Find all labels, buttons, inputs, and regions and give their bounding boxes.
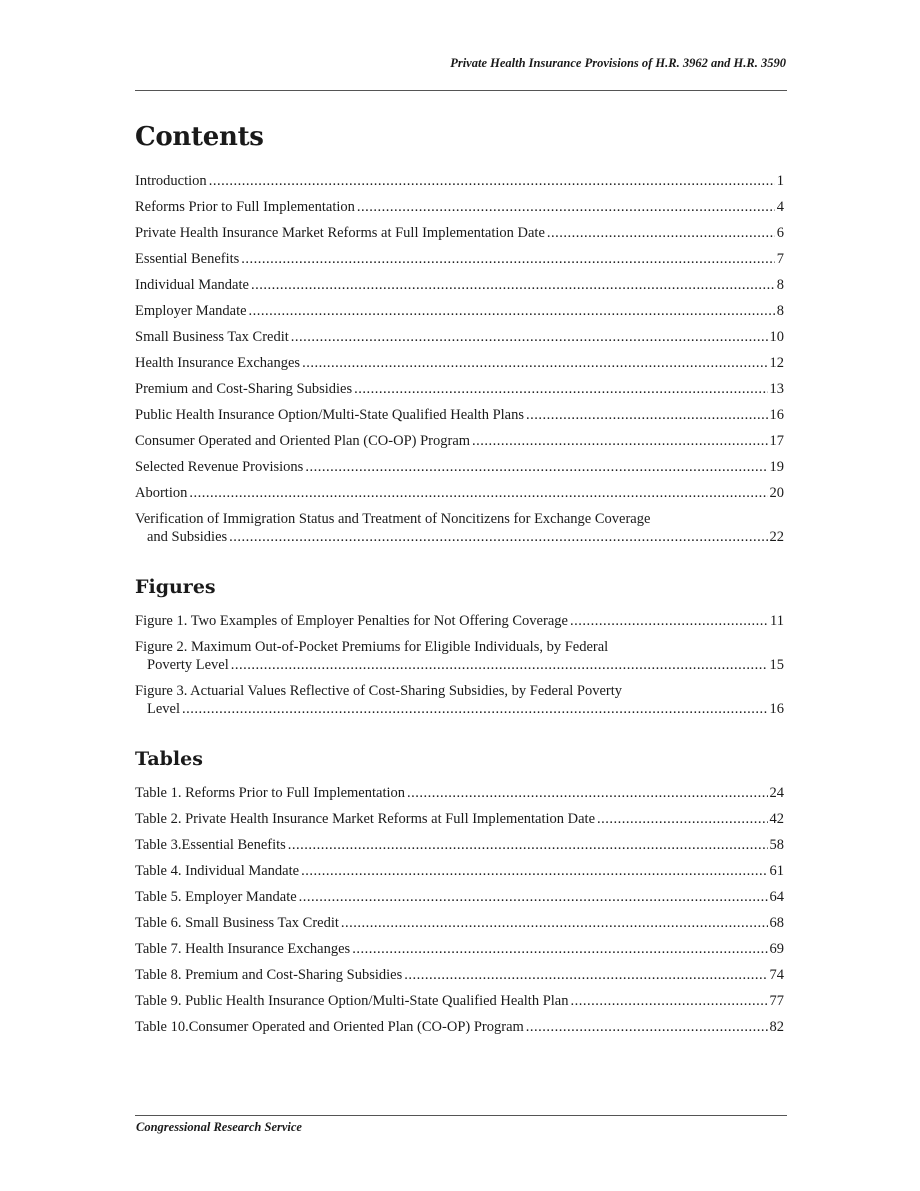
toc-entry-label: Private Health Insurance Market Reforms at Full Implementation Date xyxy=(135,225,545,241)
toc-entry-row xyxy=(135,432,784,450)
dot-leader xyxy=(547,224,775,242)
toc-entry-page-number: 69 xyxy=(769,941,784,957)
toc-entry-label: Table 2. Private Health Insurance Market Reforms at Full Implementation Date xyxy=(135,811,596,827)
toc-entry-label: Individual Mandate xyxy=(135,277,249,293)
tables-section xyxy=(135,748,784,1036)
toc-entry-label: Employer Mandate xyxy=(135,303,247,319)
toc-entry-page-number: 12 xyxy=(769,355,784,371)
dot-leader xyxy=(472,432,767,450)
dot-leader xyxy=(288,836,768,854)
toc-entry-row xyxy=(135,406,784,424)
dot-leader xyxy=(526,406,767,424)
footer-divider xyxy=(135,1115,787,1116)
toc-entry-row xyxy=(135,302,784,320)
dot-leader xyxy=(189,484,767,502)
dot-leader xyxy=(241,250,774,268)
toc-entry[interactable] xyxy=(135,302,784,320)
toc-entry-label: Table 3.Essential Benefits xyxy=(135,837,286,853)
tables-heading: Tables xyxy=(135,748,203,770)
toc-entry-row xyxy=(135,888,784,906)
toc-entry-label: Premium and Cost-Sharing Subsidies xyxy=(135,381,353,397)
toc-entry-label: Introduction xyxy=(135,173,207,189)
toc-entry[interactable] xyxy=(135,250,784,268)
toc-entry-page-number: 7 xyxy=(776,251,784,267)
dot-leader xyxy=(357,198,775,216)
toc-entry[interactable] xyxy=(135,172,784,190)
toc-entry-label: Poverty Level xyxy=(147,657,229,673)
toc-entry-label: Public Health Insurance Option/Multi-State Qualified Health Plans xyxy=(135,407,525,423)
toc-entry-row xyxy=(135,172,784,190)
dot-leader xyxy=(354,380,767,398)
toc-entry-label: Figure 1. Two Examples of Employer Penalties for Not Offering Coverage xyxy=(135,613,568,629)
dot-leader xyxy=(291,328,768,346)
toc-entry-row xyxy=(135,484,784,502)
toc-entry-page-number: 74 xyxy=(769,967,784,983)
toc-entry-row xyxy=(135,224,784,242)
dot-leader xyxy=(352,940,767,958)
toc-entry[interactable] xyxy=(135,276,784,294)
toc-entry-label: Table 1. Reforms Prior to Full Implementation xyxy=(135,785,406,801)
toc-entry-label: Table 6. Small Business Tax Credit xyxy=(135,915,339,931)
toc-entry-row xyxy=(135,940,784,958)
dot-leader xyxy=(229,528,767,546)
toc-entry-page-number: 77 xyxy=(769,993,784,1009)
dot-leader xyxy=(570,992,767,1010)
toc-entry-label: Table 5. Employer Mandate xyxy=(135,889,297,905)
toc-entry-row xyxy=(135,862,784,880)
document-body xyxy=(135,122,784,1044)
toc-entry-page-number: 8 xyxy=(776,303,784,319)
toc-entry-page-number: 22 xyxy=(769,529,784,545)
toc-entry[interactable] xyxy=(135,406,784,424)
toc-entry-page-number: 19 xyxy=(769,459,784,475)
toc-entry-label: Reforms Prior to Full Implementation xyxy=(135,199,355,215)
tables-list xyxy=(135,784,784,1036)
toc-entry-page-number: 15 xyxy=(769,657,784,673)
toc-entry-page-number: 8 xyxy=(776,277,784,293)
toc-entry[interactable] xyxy=(135,484,784,502)
toc-entry[interactable] xyxy=(135,328,784,346)
toc-entry[interactable] xyxy=(135,432,784,450)
dot-leader xyxy=(305,458,767,476)
dot-leader xyxy=(597,810,767,828)
toc-entry-page-number: 20 xyxy=(769,485,784,501)
dot-leader xyxy=(182,700,767,718)
toc-entry-label: Small Business Tax Credit xyxy=(135,329,289,345)
toc-entry-page-number: 1 xyxy=(776,173,784,189)
toc-entry-page-number: 61 xyxy=(769,863,784,879)
dot-leader xyxy=(249,302,775,320)
toc-entry-row xyxy=(135,612,784,630)
dot-leader xyxy=(299,888,768,906)
dot-leader xyxy=(302,354,767,372)
toc-entry-row xyxy=(135,528,784,546)
toc-entry[interactable] xyxy=(135,862,784,880)
toc-entry[interactable] xyxy=(135,224,784,242)
toc-entry-row xyxy=(135,276,784,294)
toc-entry-label: and Subsidies xyxy=(147,529,228,545)
toc-entry-row xyxy=(135,458,784,476)
toc-entry-label: Essential Benefits xyxy=(135,251,240,267)
toc-entry-page-number: 13 xyxy=(769,381,784,397)
toc-entry[interactable] xyxy=(135,638,784,674)
dot-leader xyxy=(341,914,768,932)
toc-entry-label: Table 9. Public Health Insurance Option/Multi-State Qualified Health Plan xyxy=(135,993,569,1009)
toc-entry-label: Table 10.Consumer Operated and Oriented Plan (CO-OP) Program xyxy=(135,1019,524,1035)
toc-entry[interactable] xyxy=(135,914,784,932)
toc-entry[interactable] xyxy=(135,354,784,372)
toc-entry-page-number: 4 xyxy=(776,199,784,215)
toc-entry-label-line1: Verification of Immigration Status and Treatment of Noncitizens for Exchange Coverage xyxy=(135,511,651,527)
toc-entry-page-number: 64 xyxy=(769,889,784,905)
toc-entry-row xyxy=(135,1018,784,1036)
toc-entry[interactable] xyxy=(135,992,784,1010)
toc-entry-page-number: 17 xyxy=(769,433,784,449)
toc-entry-row xyxy=(135,914,784,932)
figures-heading: Figures xyxy=(135,576,216,598)
dot-leader xyxy=(407,784,767,802)
toc-entry-label: Health Insurance Exchanges xyxy=(135,355,301,371)
toc-entry-label: Table 7. Health Insurance Exchanges xyxy=(135,941,351,957)
toc-entry-row xyxy=(135,198,784,216)
toc-entry-row xyxy=(135,992,784,1010)
toc-entry-label: Consumer Operated and Oriented Plan (CO-OP) Program xyxy=(135,433,471,449)
toc-entry-page-number: 11 xyxy=(770,613,784,629)
dot-leader xyxy=(404,966,767,984)
figures-list xyxy=(135,612,784,718)
dot-leader xyxy=(251,276,775,294)
toc-entry[interactable] xyxy=(135,1018,784,1036)
toc-entry[interactable] xyxy=(135,966,784,984)
dot-leader xyxy=(231,656,768,674)
toc-entry-label: Level xyxy=(147,701,181,717)
dot-leader xyxy=(301,862,767,880)
toc-entry-page-number: 58 xyxy=(769,837,784,853)
toc-entry[interactable] xyxy=(135,784,784,802)
toc-entry-row xyxy=(135,380,784,398)
toc-entry[interactable] xyxy=(135,198,784,216)
toc-entry-row xyxy=(135,700,784,718)
toc-entry-page-number: 24 xyxy=(769,785,784,801)
contents-heading: Contents xyxy=(135,122,264,152)
dot-leader xyxy=(526,1018,768,1036)
toc-entry[interactable] xyxy=(135,888,784,906)
toc-entry-row xyxy=(135,250,784,268)
toc-entry-row xyxy=(135,328,784,346)
toc-entry-row xyxy=(135,966,784,984)
toc-entry-row xyxy=(135,354,784,372)
dot-leader xyxy=(570,612,768,630)
toc-entry-page-number: 82 xyxy=(769,1019,784,1035)
toc-entry[interactable] xyxy=(135,836,784,854)
running-header: Private Health Insurance Provisions of H.R. 3962 and H.R. 3590 xyxy=(450,56,786,70)
toc-entry-page-number: 16 xyxy=(769,407,784,423)
toc-entry[interactable] xyxy=(135,612,784,630)
toc-entry-page-number: 68 xyxy=(769,915,784,931)
toc-entry-page-number: 42 xyxy=(769,811,784,827)
toc-entry-row xyxy=(135,836,784,854)
toc-entry-label-line1: Figure 2. Maximum Out-of-Pocket Premiums for Eligible Individuals, by Federal xyxy=(135,639,609,655)
toc-entry[interactable] xyxy=(135,810,784,828)
contents-list xyxy=(135,172,784,546)
toc-entry-row xyxy=(135,784,784,802)
running-footer: Congressional Research Service xyxy=(136,1120,302,1134)
toc-entry[interactable] xyxy=(135,682,784,718)
figures-section xyxy=(135,576,784,718)
header-divider xyxy=(135,90,787,91)
toc-entry[interactable] xyxy=(135,940,784,958)
toc-entry-label: Table 4. Individual Mandate xyxy=(135,863,300,879)
dot-leader xyxy=(209,172,775,190)
toc-entry-page-number: 10 xyxy=(769,329,784,345)
toc-entry-label: Abortion xyxy=(135,485,188,501)
toc-entry-page-number: 16 xyxy=(769,701,784,717)
toc-entry[interactable] xyxy=(135,458,784,476)
toc-entry-label: Selected Revenue Provisions xyxy=(135,459,304,475)
toc-entry-label-line1: Figure 3. Actuarial Values Reflective of Cost-Sharing Subsidies, by Federal Poverty xyxy=(135,683,623,699)
toc-entry-label: Table 8. Premium and Cost-Sharing Subsidies xyxy=(135,967,403,983)
toc-entry[interactable] xyxy=(135,510,784,546)
toc-entry-row xyxy=(135,810,784,828)
toc-entry[interactable] xyxy=(135,380,784,398)
toc-entry-row xyxy=(135,656,784,674)
toc-entry-page-number: 6 xyxy=(776,225,784,241)
